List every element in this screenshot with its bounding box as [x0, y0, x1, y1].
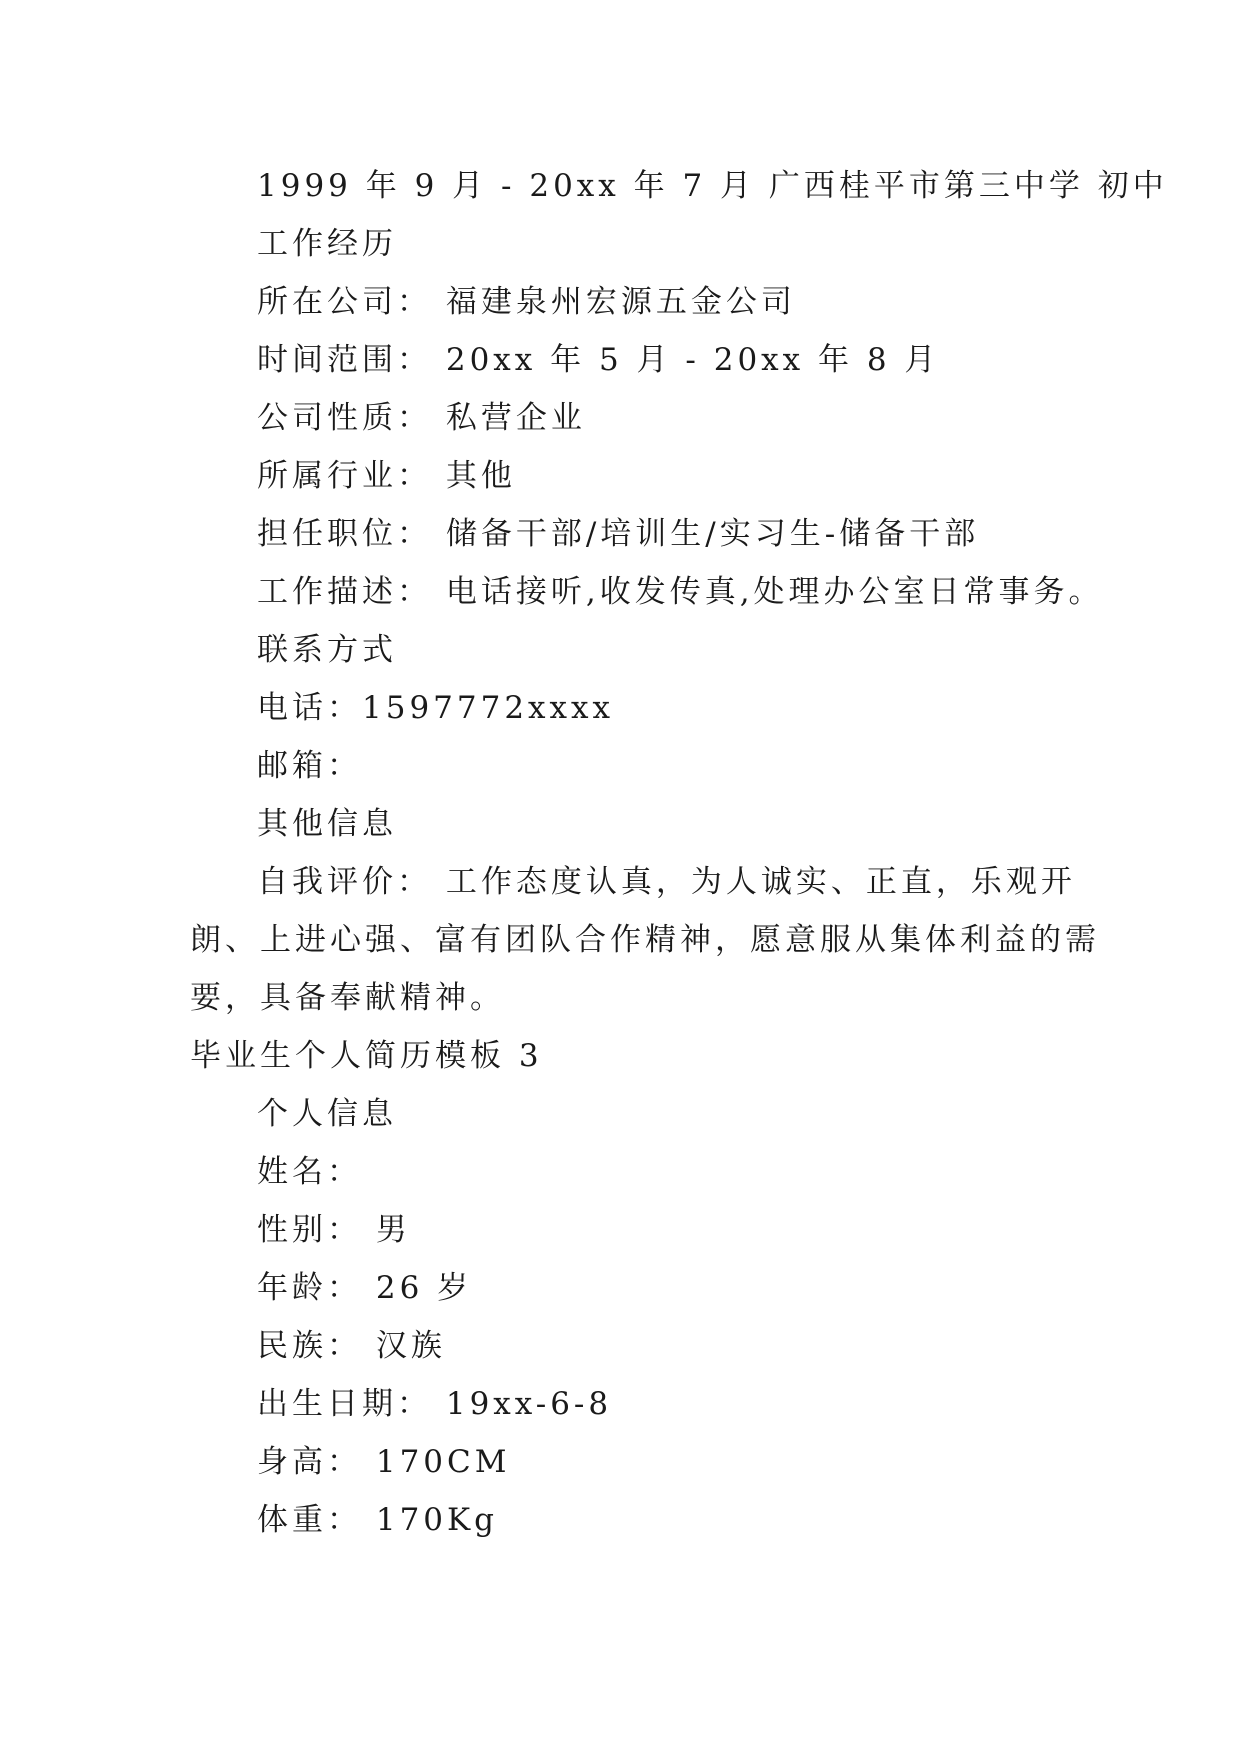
field-height: 身高： 170CM	[257, 1444, 511, 1480]
self-evaluation-line-1: 自我评价： 工作态度认真，为人诚实、正直，乐观开	[257, 864, 1076, 900]
work-period: 时间范围： 20xx 年 5 月 - 20xx 年 8 月	[257, 342, 940, 378]
field-ethnicity: 民族： 汉族	[257, 1328, 446, 1364]
work-industry: 所属行业： 其他	[257, 458, 516, 494]
work-position: 担任职位： 储备干部/培训生/实习生-储备干部	[257, 516, 980, 552]
work-company: 所在公司： 福建泉州宏源五金公司	[257, 284, 796, 320]
other-heading: 其他信息	[257, 806, 397, 842]
field-birth-date: 出生日期： 19xx-6-8	[257, 1386, 613, 1422]
contact-heading: 联系方式	[257, 632, 397, 668]
contact-email: 邮箱：	[257, 748, 362, 784]
field-name: 姓名：	[257, 1154, 362, 1190]
work-description: 工作描述： 电话接听,收发传真,处理办公室日常事务。	[257, 574, 1104, 610]
education-entry: 1999 年 9 月 - 20xx 年 7 月 广西桂平市第三中学 初中	[257, 168, 1168, 204]
template-3-title: 毕业生个人简历模板 3	[190, 1038, 543, 1074]
personal-info-heading: 个人信息	[257, 1096, 397, 1132]
work-company-type: 公司性质： 私营企业	[257, 400, 586, 436]
self-evaluation-line-2: 朗、上进心强、富有团队合作精神，愿意服从集体利益的需	[190, 922, 1100, 958]
field-age: 年龄： 26 岁	[257, 1270, 473, 1306]
work-heading: 工作经历	[257, 226, 397, 262]
contact-phone: 电话：1597772xxxx	[257, 690, 614, 726]
field-gender: 性别： 男	[257, 1212, 411, 1248]
field-weight: 体重： 170Kg	[257, 1502, 499, 1538]
self-evaluation-line-3: 要，具备奉献精神。	[190, 980, 505, 1016]
